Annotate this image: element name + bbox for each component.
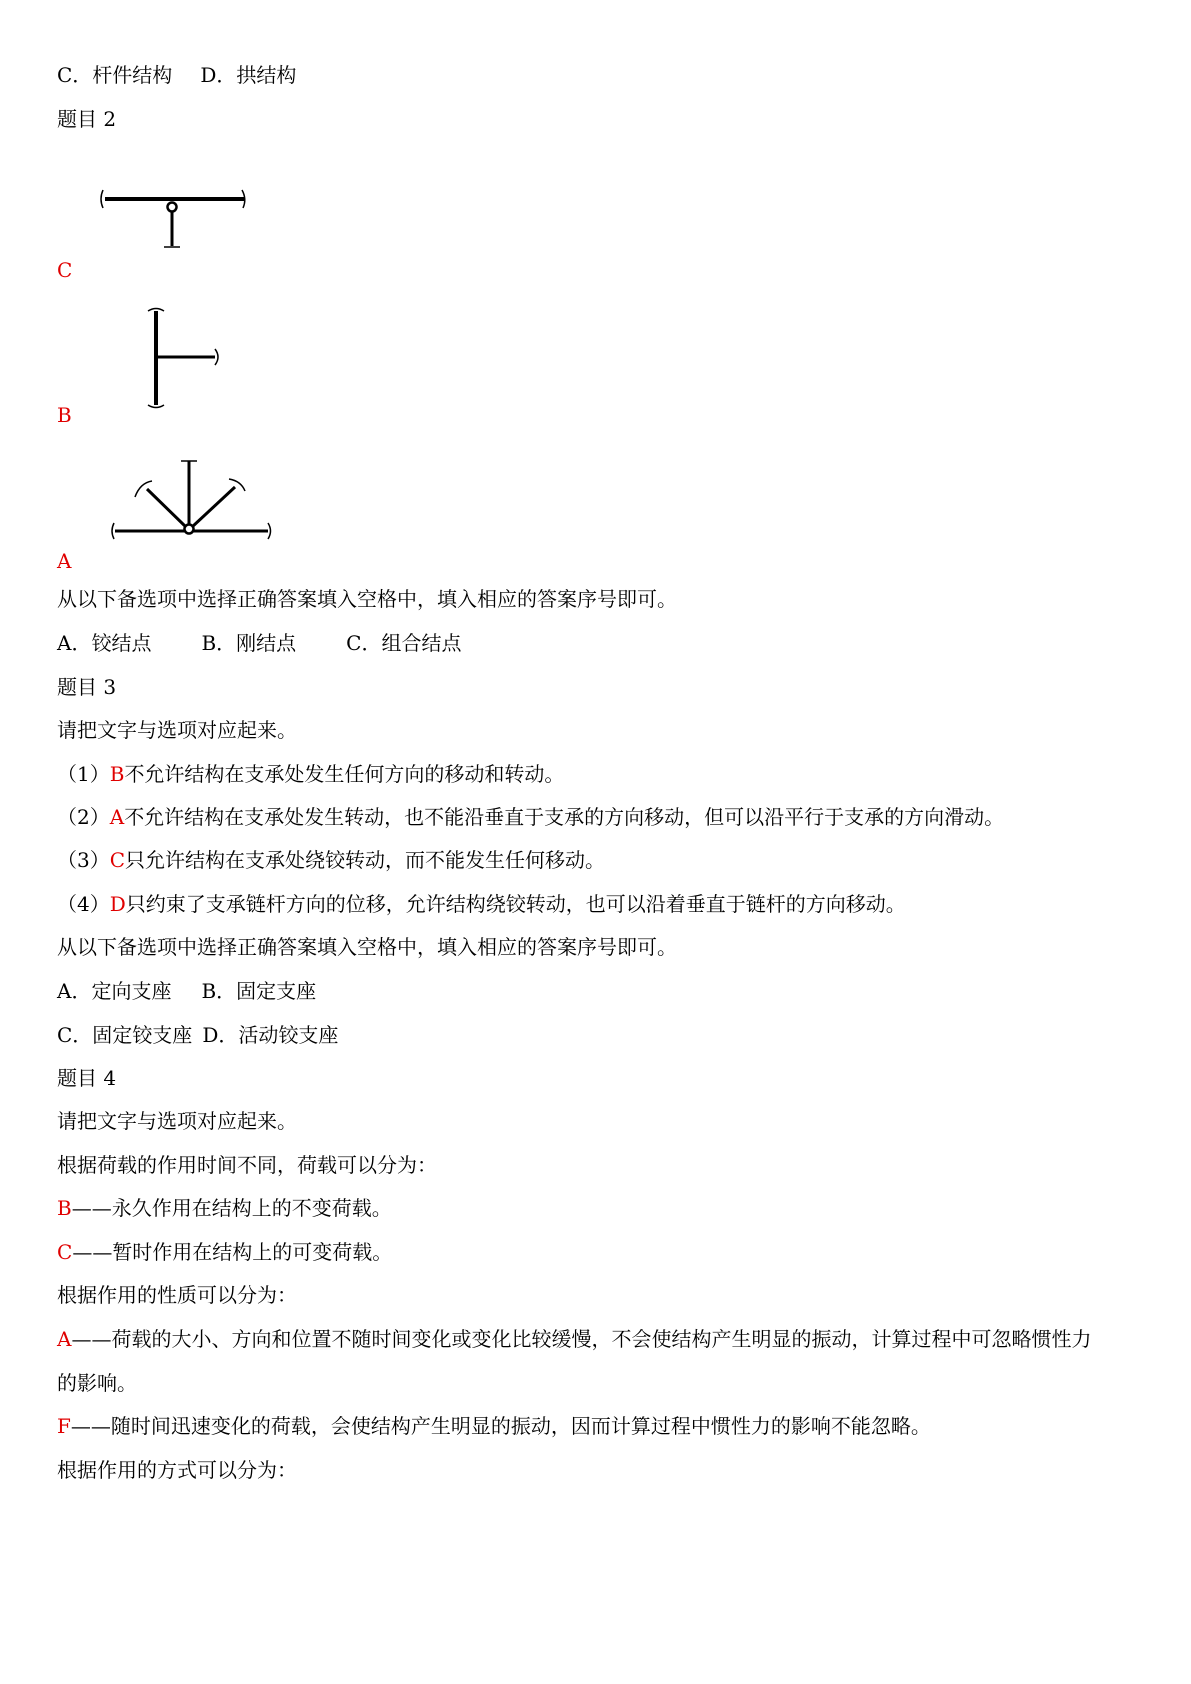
q3-options-line-1 (57, 978, 316, 1004)
q3-instruction: 从以下备选项中选择正确答案填入空格中，填入相应的答案序号即可。 (57, 935, 677, 959)
q4-group3-heading: 根据作用的方式可以分为： (57, 1458, 297, 1482)
q3-item-1 (57, 761, 564, 787)
q2-figure1-answer: C (57, 258, 73, 282)
q3-option-a: A．定向支座 (57, 979, 172, 1003)
rigid-joint-figure (145, 305, 235, 411)
q3-item-1-text: 不允许结构在支承处发生任何方向的移动和转动。 (124, 762, 565, 786)
q2-instruction: 从以下备选项中选择正确答案填入空格中，填入相应的答案序号即可。 (57, 587, 677, 611)
q4-group2-item-1-continuation: 的影响。 (57, 1371, 137, 1395)
q4-group1-item-2-text: ——暂时作用在结构上的可变荷载。 (72, 1240, 393, 1264)
q2-figure2-answer: B (57, 403, 72, 427)
q2-options-line (57, 630, 461, 656)
q3-options-line-2 (57, 1022, 338, 1048)
q3-item-4 (57, 891, 906, 917)
q1-option-c: C．杆件结构 (57, 63, 173, 87)
q2-title: 题目 2 (57, 107, 117, 131)
q1-options-line (57, 62, 296, 88)
q4-group2-item-2-text: ——随时间迅速变化的荷载，会使结构产生明显的振动，因而计算过程中惯性力的影响不能忽略。 (70, 1414, 931, 1438)
q4-group2-item-1-answer: A (57, 1327, 72, 1351)
q4-prompt: 请把文字与选项对应起来。 (57, 1109, 297, 1133)
q4-group1-heading: 根据荷载的作用时间不同，荷载可以分为： (57, 1153, 437, 1177)
q3-item-2-text: 不允许结构在支承处发生转动，也不能沿垂直于支承的方向移动，但可以沿平行于支承的方向滑动。 (124, 805, 1005, 829)
q2-option-a: A．铰结点 (57, 631, 152, 655)
q4-group1-item-1 (57, 1195, 392, 1221)
q2-figure3-answer: A (57, 549, 72, 573)
q4-group2-item-1 (57, 1326, 1091, 1352)
q3-option-b: B．固定支座 (201, 979, 317, 1003)
q4-group1-item-1-answer: B (57, 1196, 72, 1220)
q3-item-2-num: （2） (57, 805, 110, 829)
q4-group2-item-2-answer: F (57, 1414, 71, 1438)
q4-group2-item-1-text: ——荷载的大小、方向和位置不随时间变化或变化比较缓慢，不会使结构产生明显的振动，计算过程中可忽略惯性力 (71, 1327, 1092, 1351)
q3-option-c: C．固定铰支座 (57, 1023, 193, 1047)
q3-prompt: 请把文字与选项对应起来。 (57, 718, 297, 742)
q3-item-3-text: 只允许结构在支承处绕铰转动，而不能发生任何移动。 (125, 848, 606, 872)
q4-title: 题目 4 (57, 1066, 117, 1090)
q3-item-1-num: （1） (57, 762, 110, 786)
q4-group1-item-2 (57, 1239, 392, 1265)
hinge-joint-figure (105, 455, 280, 545)
q4-group2-heading: 根据作用的性质可以分为： (57, 1283, 297, 1307)
q3-title: 题目 3 (57, 675, 117, 699)
q3-item-4-answer: D (109, 892, 126, 916)
q1-option-d: D．拱结构 (200, 63, 297, 87)
q3-item-2 (57, 804, 1004, 830)
q4-group1-item-2-answer: C (57, 1240, 73, 1264)
q3-item-4-num: （4） (57, 892, 110, 916)
q3-item-4-text: 只约束了支承链杆方向的位移，允许结构绕铰转动，也可以沿着垂直于链杆的方向移动。 (125, 892, 906, 916)
q2-option-c: C．组合结点 (346, 631, 462, 655)
q2-option-b: B．刚结点 (201, 631, 297, 655)
q3-item-2-answer: A (109, 805, 125, 829)
q4-group2-item-2 (57, 1413, 931, 1439)
q3-item-3 (57, 847, 605, 873)
combined-joint-figure (95, 182, 255, 252)
q3-item-3-answer: C (109, 848, 126, 872)
q4-group1-item-1-text: ——永久作用在结构上的不变荷载。 (71, 1196, 392, 1220)
q3-item-3-num: （3） (57, 848, 110, 872)
q3-item-1-answer: B (109, 762, 125, 786)
q3-option-d: D．活动铰支座 (202, 1023, 339, 1047)
